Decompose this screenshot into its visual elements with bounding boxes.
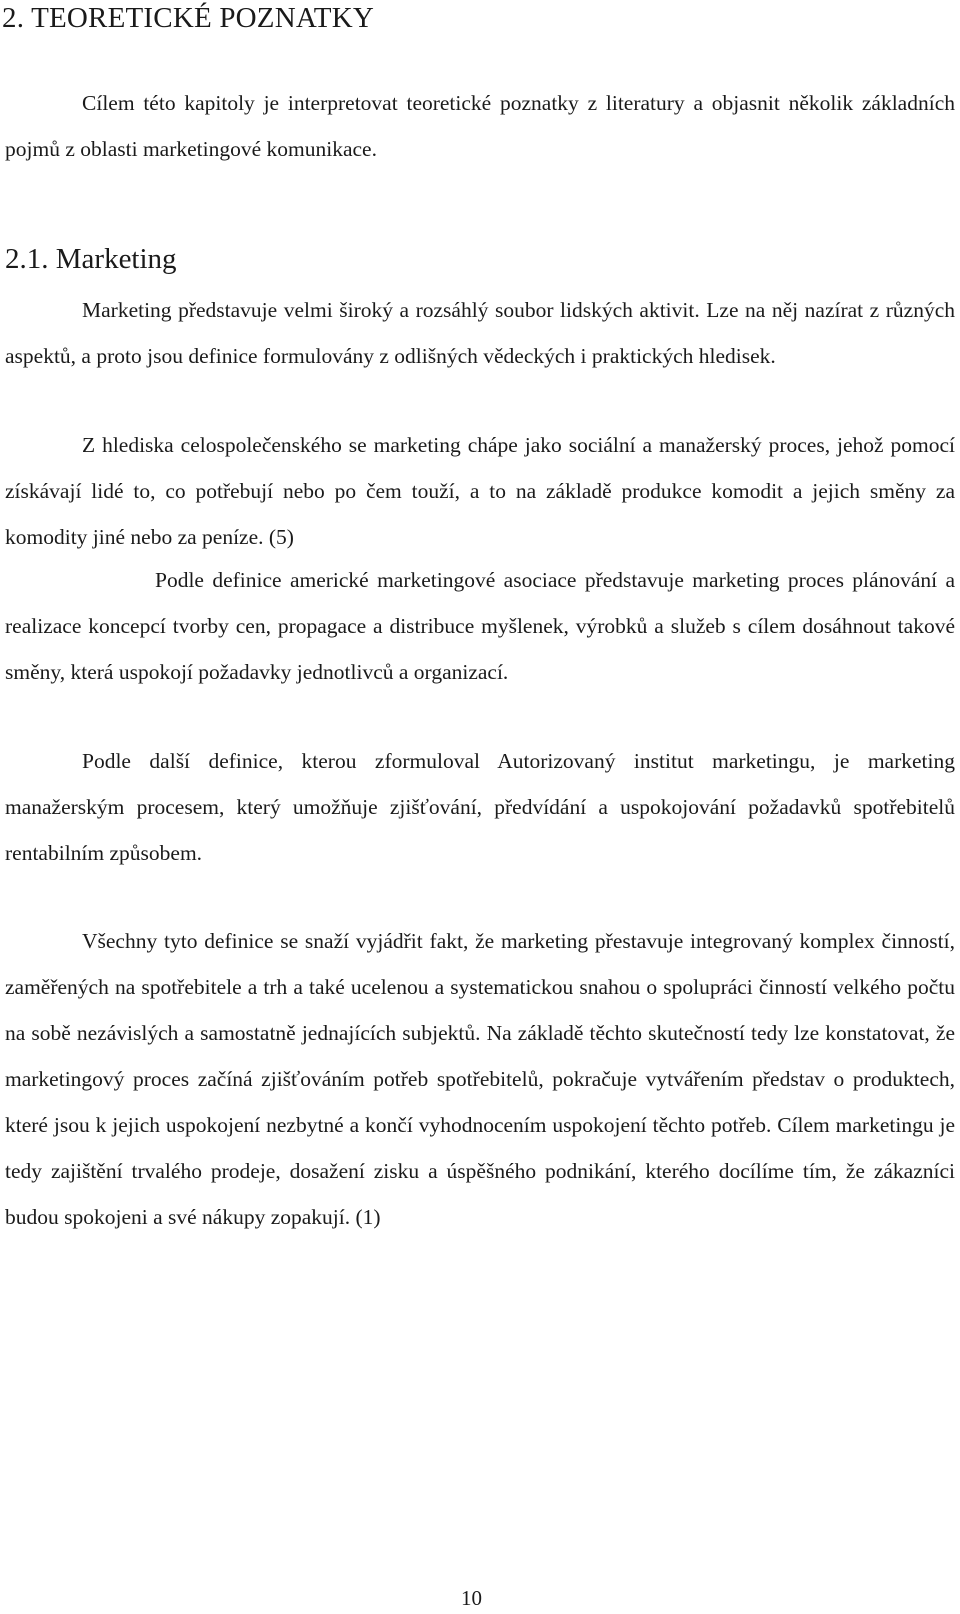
section-heading: 2.1. Marketing	[5, 243, 177, 275]
body-paragraph: Podle další definice, kterou zformuloval Autorizovaný institut marketingu, je marketing manažerským procesem, který umožňuje zjišťování, předvídání a uspokojování požadavků spotřebitelů rentabilním způsobem.	[5, 749, 955, 865]
body-paragraph: Z hlediska celospolečenského se marketing chápe jako sociální a manažerský proces, jehož pomocí získávají lidé to, co potřebují nebo po čem touží, a to na základě produkce komodit a jejich směny za komodity jiné nebo za peníze. (5)	[5, 433, 955, 549]
intro-paragraph: Cílem této kapitoly je interpretovat teoretické poznatky z literatury a objasnit několik základních pojmů z oblasti marketingové komunikace.	[5, 91, 955, 161]
body-paragraph: Všechny tyto definice se snaží vyjádřit fakt, že marketing přestavuje integrovaný komplex činností, zaměřených na spotřebitele a trh a také ucelenou a systematickou snahou o spolupráci činností velkého počtu na sobě nezávislých a samostatně jednajících subjektů. Na základě těchto skutečností tedy lze konstatovat, že marketingový proces začíná zjišťováním potřeb spotřebitelů, pokračuje vytvářením představ o produktech, které jsou k jejich uspokojení nezbytné a končí vyhodnocením uspokojení těchto potřeb. Cílem marketingu je tedy zajištění trvalého prodeje, dosažení zisku a úspěšného podnikání, kterého docílíme tím, že zákazníci budou spokojeni a své nákupy zopakují. (1)	[5, 929, 955, 1229]
page-number: 10	[461, 1586, 482, 1610]
body-paragraph: Marketing představuje velmi široký a rozsáhlý soubor lidských aktivit. Lze na něj nazírat z různých aspektů, a proto jsou definice formulovány z odlišných vědeckých i praktických hledisek.	[5, 298, 955, 368]
body-paragraph: Podle definice americké marketingové asociace představuje marketing proces plánování a realizace koncepcí tvorby cen, propagace a distribuce myšlenek, výrobků a služeb s cílem dosáhnout takové směny, která uspokojí požadavky jednotlivců a organizací.	[5, 568, 955, 684]
chapter-heading: 2. TEORETICKÉ POZNATKY	[2, 2, 374, 34]
